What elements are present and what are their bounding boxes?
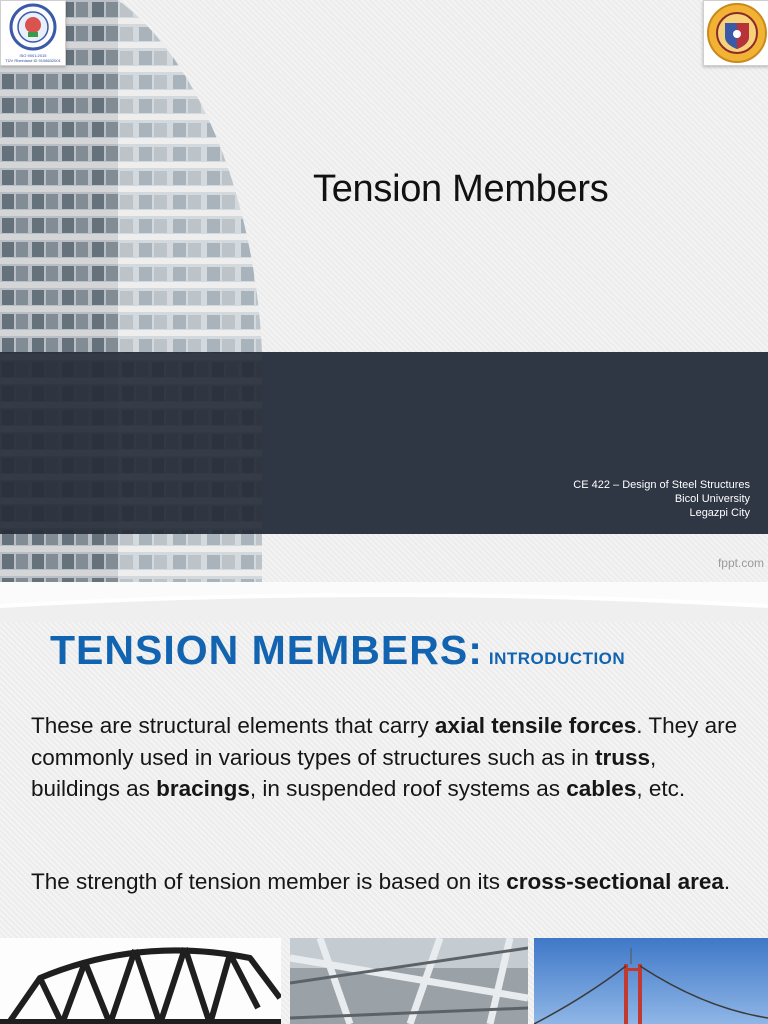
paragraph-definition (31, 710, 751, 805)
para1-text: , buildings as (31, 744, 657, 801)
steel-bracing-photo (290, 938, 528, 1024)
paragraph-strength (31, 866, 751, 898)
para2-bold-area: cross-sectional area (506, 869, 724, 894)
para2-text: The strength of tension member is based on its (31, 869, 507, 894)
para1-bold-truss: truss (595, 744, 651, 770)
university-seal-icon (1, 1, 65, 53)
course-info (573, 478, 750, 520)
watermark-text: fppt.com (717, 556, 764, 570)
tuv-cert-text: TÜV Rheinland ID 9108632001 (5, 58, 61, 63)
para1-text: These are structural elements that carry (31, 713, 435, 738)
para1-bold-bracings: bracings (156, 776, 250, 801)
para2-text: . (723, 869, 731, 894)
para1-text: . They are commonly used in various types of structures such as in (31, 713, 738, 770)
university-name: Bicol University (674, 493, 750, 505)
para1-bold-cables: cables (566, 776, 637, 801)
para1-bold-axial: axial tensile forces (434, 713, 637, 738)
iso-cert-text: ISO 9001:2015 (19, 53, 47, 58)
section-title-main: TENSION MEMBERS: (50, 627, 483, 673)
para1-text: , etc. (636, 776, 686, 801)
suspension-bridge-photo (534, 938, 768, 1024)
iso-certified-logo (0, 0, 66, 66)
city-name: Legazpi City (689, 507, 750, 519)
course-name: CE 422 – Design of Steel Structures (573, 479, 750, 491)
college-seal-logo (703, 0, 768, 66)
section-title (50, 627, 625, 674)
college-seal-icon (704, 1, 768, 65)
slide-title: Tension Members (313, 168, 609, 210)
truss-bridge-photo (0, 938, 281, 1024)
section-title-sub: INTRODUCTION (488, 649, 626, 668)
slide-separator (0, 582, 768, 622)
para1-text: , in suspended roof systems as (249, 776, 567, 801)
